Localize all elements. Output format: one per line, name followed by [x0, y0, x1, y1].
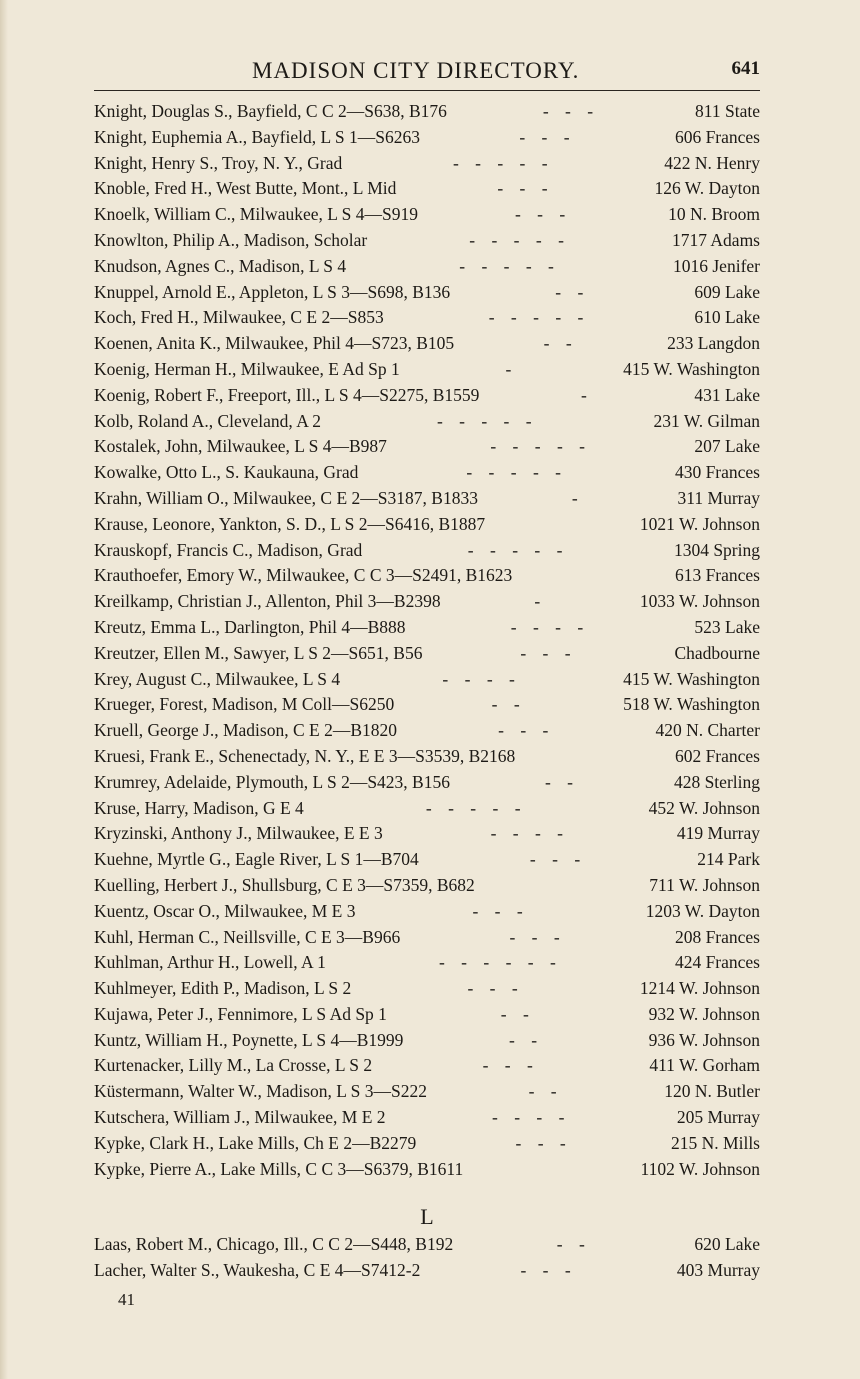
entry-leader: - [505, 358, 518, 379]
entry-leader: - [571, 487, 584, 508]
directory-entry [94, 1131, 760, 1157]
entry-leader: - - - - - [488, 307, 590, 328]
directory-entry [94, 434, 760, 460]
directory-entry [94, 202, 760, 228]
directory-entry [94, 821, 760, 847]
entry-address: 811 State [695, 101, 760, 121]
entry-name: Kreutz, Emma L., Darlington, Phil 4—B888 [94, 616, 406, 637]
entry-name: Krey, August C., Milwaukee, L S 4 [94, 668, 341, 689]
entry-name: Kuehne, Myrtle G., Eagle River, L S 1—B704 [94, 849, 419, 870]
entry-leader: - - - [542, 101, 600, 121]
entry-leader: - - - [514, 204, 572, 225]
entry-name: Kruell, George J., Madison, C E 2—B1820 [94, 720, 397, 741]
directory-entry [94, 538, 760, 564]
entry-name: Kuntz, William H., Poynette, L S 4—B1999 [94, 1029, 404, 1050]
entry-name: Kuhl, Herman C., Neillsville, C E 3—B966 [94, 926, 401, 947]
entry-address: 1021 W. Johnson [639, 513, 760, 534]
entry-leader [515, 744, 675, 770]
directory-entry [94, 1157, 760, 1183]
entry-name: Kutschera, William J., Milwaukee, M E 2 [94, 1107, 386, 1128]
entry-address: 428 Sterling [673, 771, 760, 792]
directory-entry [94, 176, 760, 202]
entry-name: Küstermann, Walter W., Madison, L S 3—S222 [94, 1081, 428, 1102]
entry-address: 606 Frances [674, 126, 760, 147]
entry-name: Kruesi, Frank E., Schenectady, N. Y., E E 3—S3539, B2168 [94, 745, 516, 766]
directory-entry [94, 1079, 760, 1105]
entry-leader: - - - - - [452, 152, 554, 173]
directory-entry [94, 899, 760, 925]
directory-entry [94, 228, 760, 254]
entry-address: 431 Lake [694, 384, 760, 405]
entry-address: 411 W. Gorham [649, 1055, 760, 1076]
entry-address: 126 W. Dayton [654, 178, 760, 199]
directory-entry [94, 641, 760, 667]
entry-leader: - - - [509, 926, 566, 947]
entry-address: 1033 W. Johnson [639, 591, 760, 612]
entry-name: Koenen, Anita K., Milwaukee, Phil 4—S723, B105 [94, 333, 455, 354]
page-number: 641 [731, 58, 760, 79]
entry-address: 415 W. Washington [623, 358, 760, 379]
entry-leader: - - - [498, 720, 555, 741]
entry-address: 430 Frances [674, 462, 760, 483]
entry-name: Kostalek, John, Milwaukee, L S 4—B987 [94, 436, 387, 457]
directory-entry [94, 1002, 760, 1028]
directory-entry [94, 692, 760, 718]
entry-leader: - - - [519, 126, 576, 147]
entry-leader: - - [528, 1081, 563, 1102]
directory-entry [94, 357, 760, 383]
entry-address: 214 Park [697, 849, 760, 870]
entry-address: 1214 W. Johnson [639, 978, 760, 999]
directory-entry [94, 925, 760, 951]
entry-leader: - - [500, 1003, 535, 1024]
entry-address: 231 W. Gilman [653, 410, 760, 431]
directory-entry [94, 280, 760, 306]
directory-entry [94, 950, 760, 976]
directory-entry [94, 125, 760, 151]
signature-mark: 41 [118, 1290, 135, 1309]
entry-address: 1203 W. Dayton [645, 900, 760, 921]
directory-list-k [94, 99, 760, 1182]
directory-entry [94, 718, 760, 744]
entry-leader: - - - - - [490, 436, 591, 457]
entry-leader: - - [556, 1234, 591, 1254]
directory-entry [94, 305, 760, 331]
entry-name: Kowalke, Otto L., S. Kaukauna, Grad [94, 462, 359, 483]
entry-name: Krueger, Forest, Madison, M Coll—S6250 [94, 694, 395, 715]
directory-entry [94, 847, 760, 873]
entry-name: Kuhlmeyer, Edith P., Madison, L S 2 [94, 978, 352, 999]
page-edge [0, 0, 8, 1379]
entry-name: Kuhlman, Arthur H., Lowell, A 1 [94, 952, 326, 973]
entry-leader [512, 563, 675, 589]
entry-address: 233 Langdon [667, 333, 760, 354]
entry-leader: - - - - - [436, 410, 538, 431]
entry-name: Knudson, Agnes C., Madison, L S 4 [94, 255, 347, 276]
entry-leader: - - [543, 333, 578, 354]
entry-name: Knight, Douglas S., Bayfield, C C 2—S638, B176 [94, 101, 447, 121]
directory-entry [94, 615, 760, 641]
entry-name: Kuelling, Herbert J., Shullsburg, C E 3—S7359, B682 [94, 874, 475, 895]
entry-leader: - - - - - [459, 255, 560, 276]
entry-address: 1717 Adams [672, 229, 760, 250]
directory-entry [94, 1232, 760, 1258]
entry-leader: - - - - [442, 668, 521, 689]
entry-name: Laas, Robert M., Chicago, Ill., C C 2—S448, B192 [94, 1234, 454, 1254]
entry-leader: - - - [482, 1055, 539, 1076]
entry-address: 120 N. Butler [664, 1081, 760, 1102]
directory-entry [94, 460, 760, 486]
directory-entry [94, 512, 760, 538]
entry-leader: - - - [497, 178, 554, 199]
entry-leader: - - - - - - [438, 952, 562, 973]
entry-address: 205 Murray [676, 1107, 760, 1128]
entry-address: 602 Frances [674, 745, 760, 766]
entry-address: 711 W. Johnson [649, 874, 760, 895]
entry-name: Kruse, Harry, Madison, G E 4 [94, 797, 304, 818]
entry-name: Krauskopf, Francis C., Madison, Grad [94, 539, 363, 560]
entry-name: Kuentz, Oscar O., Milwaukee, M E 3 [94, 900, 356, 921]
entry-address: 422 N. Henry [664, 152, 760, 173]
entry-address: 207 Lake [694, 436, 760, 457]
entry-leader: - - - [515, 1132, 572, 1153]
entry-leader: - - - - [490, 823, 570, 844]
entry-address: 311 Murray [677, 487, 760, 508]
entry-leader: - - - - - [467, 539, 569, 560]
entry-name: Kolb, Roland A., Cleveland, A 2 [94, 410, 322, 431]
entry-leader: - [580, 384, 593, 405]
entry-name: Knowlton, Philip A., Madison, Scholar [94, 229, 368, 250]
directory-entry [94, 873, 760, 899]
entry-name: Knight, Euphemia A., Bayfield, L S 1—S6263 [94, 126, 420, 147]
directory-entry [94, 744, 760, 770]
entry-address: 403 Murray [676, 1259, 760, 1280]
entry-address: Chadbourne [674, 642, 760, 663]
directory-entry [94, 254, 760, 280]
entry-name: Koenig, Herman H., Milwaukee, E Ad Sp 1 [94, 358, 400, 379]
entry-address: 1016 Jenifer [673, 255, 760, 276]
entry-leader: - - - [520, 642, 577, 663]
directory-entry [94, 99, 760, 125]
directory-entry [94, 1028, 760, 1054]
directory-entry [94, 796, 760, 822]
entry-address: 523 Lake [694, 616, 760, 637]
entry-address: 613 Frances [674, 565, 760, 586]
directory-entry [94, 383, 760, 409]
entry-leader: - - [555, 281, 590, 302]
directory-entry [94, 409, 760, 435]
section-letter: L [420, 1204, 434, 1229]
entry-name: Kujawa, Peter J., Fennimore, L S Ad Sp 1 [94, 1003, 387, 1024]
directory-entry [94, 1105, 760, 1131]
entry-leader: - - [509, 1029, 544, 1050]
entry-address: 452 W. Johnson [648, 797, 760, 818]
entry-address: 424 Frances [674, 952, 760, 973]
entry-address: 420 N. Charter [655, 720, 760, 741]
entry-name: Kypke, Pierre A., Lake Mills, C C 3—S6379, B1611 [94, 1158, 464, 1179]
entry-address: 610 Lake [694, 307, 760, 328]
entry-address: 419 Murray [676, 823, 760, 844]
entry-leader [463, 1157, 640, 1183]
running-head: MADISON CITY DIRECTORY. [252, 58, 580, 83]
entry-leader: - - [491, 694, 526, 715]
entry-address: 1304 Spring [673, 539, 760, 560]
directory-entry [94, 976, 760, 1002]
entry-leader [475, 873, 650, 899]
entry-leader: - - - [467, 978, 524, 999]
page-header [94, 58, 760, 94]
entry-name: Kreilkamp, Christian J., Allenton, Phil 3—B2398 [94, 591, 441, 612]
directory-entry [94, 770, 760, 796]
directory-entry [94, 563, 760, 589]
entry-name: Kurtenacker, Lilly M., La Crosse, L S 2 [94, 1055, 373, 1076]
directory-entry [94, 1053, 760, 1079]
directory-list-l [94, 1232, 760, 1284]
entry-leader: - - - - - [425, 797, 527, 818]
entry-name: Kryzinski, Anthony J., Milwaukee, E E 3 [94, 823, 383, 844]
directory-entry [94, 486, 760, 512]
entry-leader: - - - [520, 1259, 577, 1280]
entry-leader [485, 512, 640, 538]
entry-name: Knight, Henry S., Troy, N. Y., Grad [94, 152, 343, 173]
entry-leader: - [534, 591, 547, 612]
entry-address: 215 N. Mills [671, 1132, 760, 1153]
entry-address: 208 Frances [674, 926, 760, 947]
entry-name: Knuppel, Arnold E., Appleton, L S 3—S698, B136 [94, 281, 451, 302]
directory-entry [94, 589, 760, 615]
entry-name: Krauthoefer, Emory W., Milwaukee, C C 3—S2491, B1623 [94, 565, 513, 586]
entry-address: 932 W. Johnson [648, 1003, 760, 1024]
header-rule [94, 90, 760, 91]
entry-address: 415 W. Washington [623, 668, 760, 689]
entry-address: 936 W. Johnson [648, 1029, 760, 1050]
entry-name: Kreutzer, Ellen M., Sawyer, L S 2—S651, B56 [94, 642, 423, 663]
entry-name: Koenig, Robert F., Freeport, Ill., L S 4—S2275, B1559 [94, 384, 480, 405]
entry-address: 1102 W. Johnson [640, 1158, 760, 1179]
directory-entry [94, 667, 760, 693]
entry-name: Krause, Leonore, Yankton, S. D., L S 2—S6416, B1887 [94, 513, 486, 534]
directory-entry [94, 1258, 760, 1284]
entry-leader: - - - [472, 900, 529, 921]
entry-leader: - - - - - [466, 462, 567, 483]
directory-entry [94, 331, 760, 357]
entry-leader: - - - - [492, 1107, 571, 1128]
entry-name: Koch, Fred H., Milwaukee, C E 2—S853 [94, 307, 384, 328]
entry-address: 609 Lake [694, 281, 760, 302]
entry-name: Lacher, Walter S., Waukesha, C E 4—S7412-2 [94, 1259, 421, 1280]
entry-name: Knoble, Fred H., West Butte, Mont., L Mid [94, 178, 397, 199]
entry-name: Kypke, Clark H., Lake Mills, Ch E 2—B2279 [94, 1132, 417, 1153]
entry-leader: - - - [529, 849, 587, 870]
entry-address: 10 N. Broom [668, 204, 760, 225]
entry-name: Krahn, William O., Milwaukee, C E 2—S3187, B1833 [94, 487, 478, 508]
entry-leader: - - [544, 771, 579, 792]
entry-name: Knoelk, William C., Milwaukee, L S 4—S919 [94, 204, 418, 225]
entry-leader: - - - - [510, 616, 590, 637]
entry-leader: - - - - - [469, 229, 570, 250]
entry-address: 620 Lake [694, 1234, 760, 1254]
directory-entry [94, 151, 760, 177]
entry-name: Krumrey, Adelaide, Plymouth, L S 2—S423, B156 [94, 771, 450, 792]
entry-address: 518 W. Washington [623, 694, 760, 715]
